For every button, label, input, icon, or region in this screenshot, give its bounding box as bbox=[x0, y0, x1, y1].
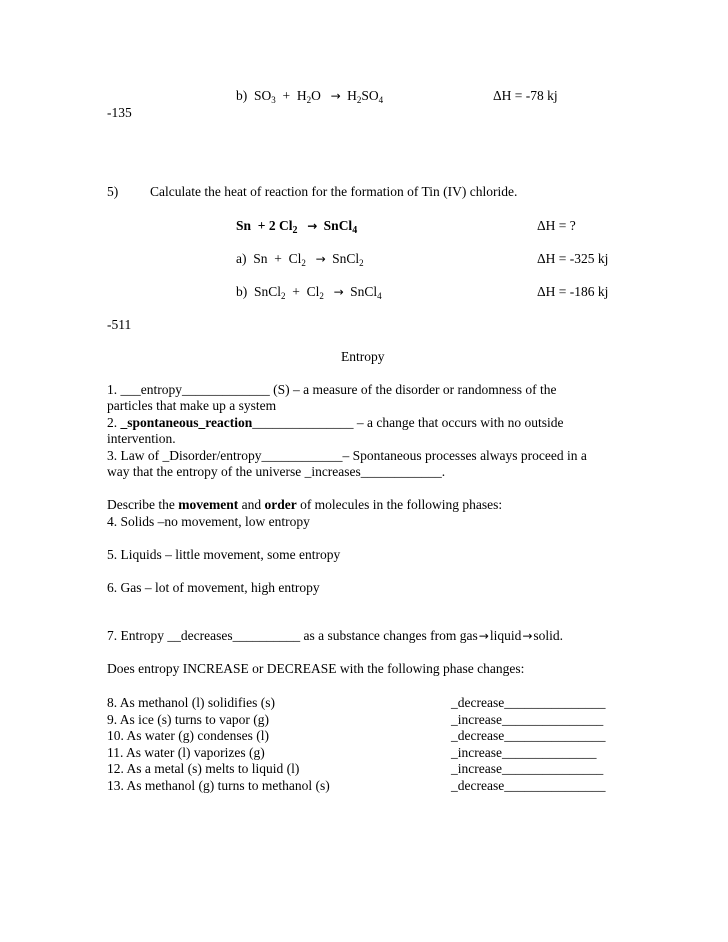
arrow-icon: → bbox=[478, 629, 489, 643]
phase-answer: _increase_______________ bbox=[451, 712, 604, 727]
answer-4: -135 bbox=[107, 105, 132, 120]
arrow-icon: → bbox=[315, 252, 326, 266]
equation-5-target: Sn + 2 $Cl_2$ → SnCl$_4$ bbox=[236, 218, 358, 236]
question-7: 7. Entropy __decreases__________ as a substance changes from gas→liquid→solid. bbox=[107, 628, 564, 643]
question-1-line-2: particles that make up a system bbox=[107, 398, 277, 413]
phase-answer: _increase_______________ bbox=[451, 761, 604, 776]
question-3-line-2: way that the entropy of the universe _increases____________. bbox=[107, 464, 446, 479]
phase-answer: _decrease_______________ bbox=[451, 695, 606, 710]
equation-5a: a) $Sn + Cl_2$ → SnCl$_2$ bbox=[236, 251, 364, 268]
question-5-prompt: Calculate the heat of reaction for the formation of Tin (IV) chloride. bbox=[150, 184, 518, 199]
phase-question: 9. As ice (s) turns to vapor (g) bbox=[107, 712, 269, 727]
arrow-icon: → bbox=[307, 219, 318, 233]
arrow-icon: → bbox=[330, 89, 341, 103]
equation-4b: b) $SO_3 + H_2O \to H_2SO_4$ bbox=[236, 88, 384, 105]
question-3-line-1: 3. Law of _Disorder/entropy____________– Spontaneous processes always proceed in a bbox=[107, 448, 587, 463]
phase-question: 13. As methanol (g) turns to methanol (s) bbox=[107, 778, 330, 793]
phase-question: 11. As water (l) vaporizes (g) bbox=[107, 745, 265, 760]
equation-5a-enthalpy: ΔH = -325 kj bbox=[537, 251, 609, 266]
describe-prompt: Describe the movement and order of molecules in the following phases: bbox=[107, 497, 503, 512]
question-1-line-1: 1. ___entropy_____________ (S) – a measure of the disorder or randomness of the bbox=[107, 382, 557, 397]
section-heading: Entropy bbox=[341, 349, 385, 364]
phase-answer: _increase______________ bbox=[451, 745, 597, 760]
equation-5-target-enthalpy: ΔH = ? bbox=[537, 218, 576, 233]
phase-question: 8. As methanol (l) solidifies (s) bbox=[107, 695, 275, 710]
arrow-icon: → bbox=[333, 285, 344, 299]
phase-question: 12. As a metal (s) melts to liquid (l) bbox=[107, 761, 300, 776]
question-4: 4. Solids –no movement, low entropy bbox=[107, 514, 310, 529]
phase-question: 10. As water (g) condenses (l) bbox=[107, 728, 269, 743]
question-5: 5. Liquids – little movement, some entropy bbox=[107, 547, 341, 562]
question-5-number: 5) bbox=[107, 184, 119, 199]
question-2-line-1: 2. _spontaneous_reaction_______________ – a change that occurs with no outside bbox=[107, 415, 564, 430]
answer-5: -511 bbox=[107, 317, 132, 332]
phase-prompt: Does entropy INCREASE or DECREASE with the following phase changes: bbox=[107, 661, 525, 676]
equation-5b: b) SnCl$_2$ + $Cl_2$ → SnCl$_4$ bbox=[236, 284, 382, 301]
question-2-line-2: intervention. bbox=[107, 431, 176, 446]
phase-answer: _decrease_______________ bbox=[451, 728, 606, 743]
question-6: 6. Gas – lot of movement, high entropy bbox=[107, 580, 320, 595]
equation-5b-enthalpy: ΔH = -186 kj bbox=[537, 284, 609, 299]
arrow-icon: → bbox=[522, 629, 533, 643]
phase-answer: _decrease_______________ bbox=[451, 778, 606, 793]
equation-4b-enthalpy: ΔH = -78 kj bbox=[493, 88, 558, 103]
